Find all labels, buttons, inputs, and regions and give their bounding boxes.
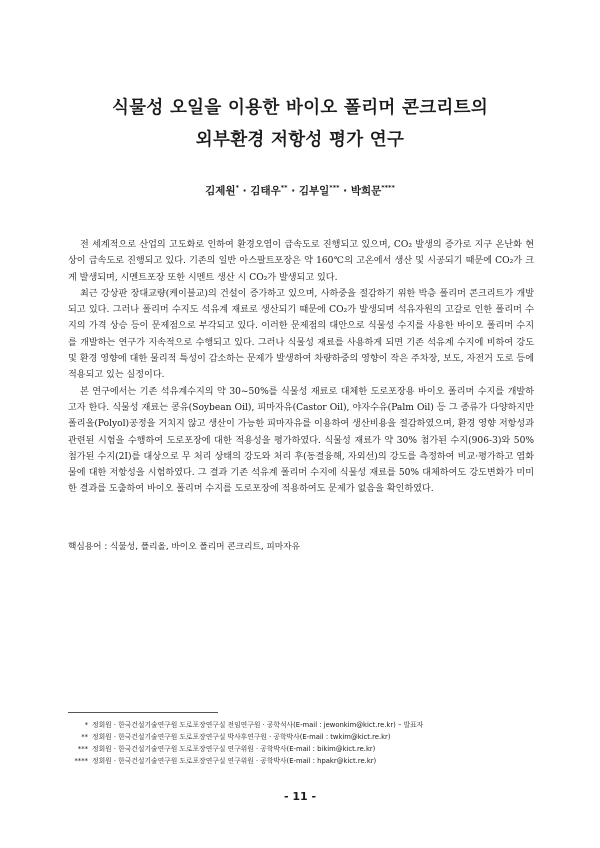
author-name: 김태우 <box>250 185 281 197</box>
footnote-divider <box>68 712 218 713</box>
abstract-body <box>68 237 534 498</box>
footnote-text: 정회원 · 한국건설기술연구원 도로포장연구실 연구위원 · 공학박사(E-mail : hpakr@kict.re.kr) <box>92 757 377 765</box>
footnote-mark: *** <box>77 745 88 753</box>
abstract-paragraph: 본 연구에서는 기존 석유계수지의 약 30~50%를 식물성 재료로 대체한 도로포장용 바이오 폴리머 수지를 개발하고자 한다. 식물성 재료는 콩유(Soybean Oil), 피마자유(Castor Oil), 야자수유(Palm Oil) 등 그 종류가 다양하지만 폴리올(Polyol)공정을 거치지 않고 생산이 가능한 피마자유를 이용하여 생산비용을 절감하였으며, 환경 영향 저항성과 관련된 시험을 수행하여 도로포장에 대한 적용성을 평가하였다. 식물성 재료가 약 30% 첨가된 수지(906-3)와 50% 첨가된 수지(2I)를 대상으로 무 처리 상태의 강도와 처리 후(동결융해, 자외선)의 강도를 측정하여 비교·평가하고 염화물에 대한 저항성을 시험하였다. 그 결과 기존 석유계 폴리머 수지에 식물성 재료를 50% 대체하여도 강도변화가 미미한 결과를 도출하여 바이오 폴리머 수지를 도로포장에 적용하여도 문제가 없음을 확인하였다. <box>68 386 534 495</box>
footnote-text: 정회원 · 한국건설기술연구원 도로포장연구실 박사후연구원 · 공학박사(E-mail : twkim@kict.re.kr) <box>92 733 391 741</box>
footnote-mark: ** <box>81 733 88 741</box>
page-number: - 11 - <box>283 790 317 803</box>
footnote <box>62 755 423 767</box>
keywords: 핵심용어 : 식물성, 폴리올, 바이오 폴리머 콘크리트, 피마자유 <box>68 542 300 552</box>
author-list <box>0 183 600 198</box>
author-name: 김제원 <box>205 185 236 197</box>
abstract-paragraph: 전 세계적으로 산업의 고도화로 인하여 환경오염이 급속도로 진행되고 있으며, CO₂ 발생의 증가로 지구 온난화 현상이 급속도로 진행되고 있다. 기존의 일반 아스팔트포장은 약 160℃의 고온에서 생산 및 시공되기 때문에 CO₂가 크게 발생되며, 시멘트포장 또한 시멘트 생산 시 CO₂가 발생되고 있다. <box>68 240 534 283</box>
author-name: 김부일 <box>298 185 330 197</box>
paper-title-line-1: 식물성 오일을 이용한 바이오 폴리머 콘크리트의 <box>111 98 489 118</box>
author-footnote-mark: **** <box>381 183 395 192</box>
paper-title <box>0 92 600 156</box>
author-name: 박희문 <box>350 185 382 197</box>
footnote-text: 정회원 · 한국건설기술연구원 도로포장연구실 전임연구원 · 공학석사(E-mail : jewonkim@kict.re.kr) – 발표자 <box>92 721 424 729</box>
abstract-paragraph: 최근 강상판 장대교량(케이블교)의 건설이 증가하고 있으며, 사하중을 절감하기 위한 박층 폴리머 콘크리트가 개발되고 있다. 그러나 폴리머 수지도 석유계 재료로 생산되기 때문에 CO₂가 발생되며 석유자원의 고갈로 인한 폴리머 수지의 가격 상승 등이 문제점으로 부각되고 있다. 이러한 문제점의 대안으로 식물성 수지를 사용한 바이오 폴리머 수지를 개발하는 연구가 지속적으로 수행되고 있다. 그러나 식물성 재료를 사용하게 되면 기존 석유계 수지에 비하여 강도 및 환경 영향에 대한 물리적 특성이 감소하는 문제가 발생하여 차량하중의 영향이 작은 주차장, 보도, 자전거 도로 등에 적용되고 있는 실정이다. <box>68 288 534 381</box>
footnote-mark: * <box>84 721 88 729</box>
author-footnote-mark: * <box>235 183 239 192</box>
paper-title-line-2: 외부환경 저항성 평가 연구 <box>195 130 405 150</box>
footnote <box>62 743 423 755</box>
footnote-mark: **** <box>74 757 88 765</box>
author-separator: · <box>291 185 299 197</box>
footnotes <box>62 719 423 767</box>
author-separator: · <box>343 185 351 197</box>
footnote-text: 정회원 · 한국건설기술연구원 도로포장연구실 연구위원 · 공학박사(E-mail : bikim@kict.re.kr) <box>92 745 376 753</box>
author-footnote-mark: ** <box>280 183 288 192</box>
footnote <box>62 731 423 743</box>
author-footnote-mark: *** <box>329 183 340 192</box>
footnote <box>62 719 423 731</box>
author-separator: · <box>242 185 251 197</box>
